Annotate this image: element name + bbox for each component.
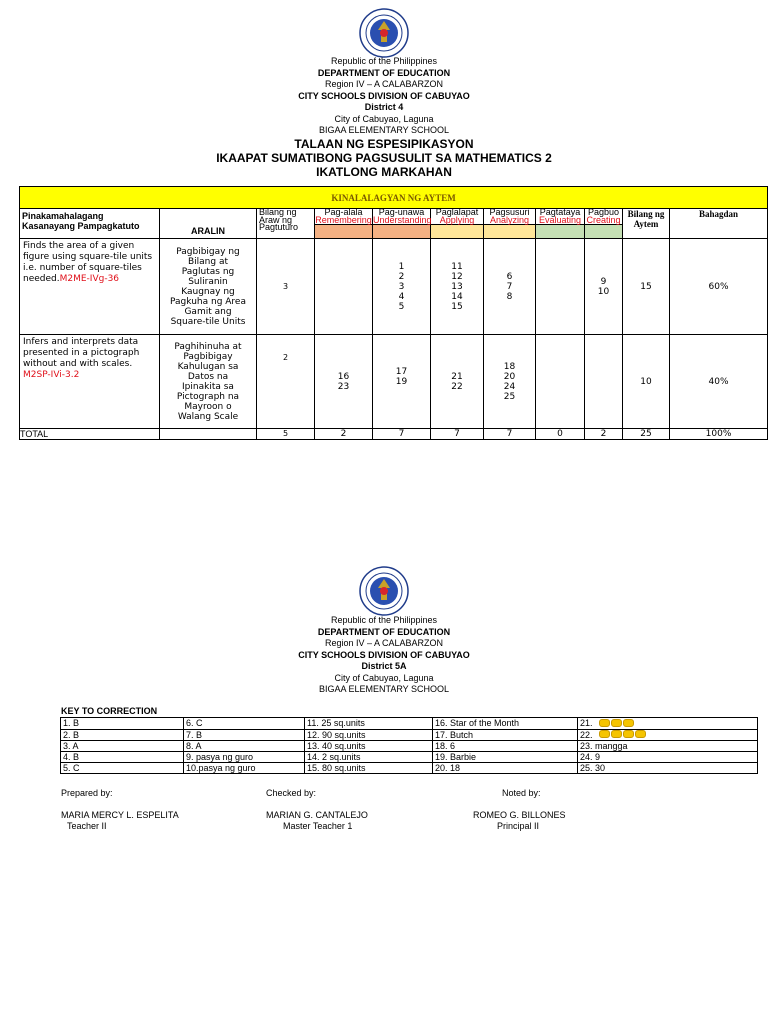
prepared-by-title: Teacher II (67, 821, 107, 831)
table-row (61, 763, 758, 774)
items-cell: 10 (623, 335, 670, 429)
total-percent: 100% (670, 429, 768, 440)
key-cell-22: 22. (578, 729, 758, 741)
key-cell: 6. C (184, 718, 305, 730)
total-analyzing: 7 (484, 429, 536, 440)
key-cell: 14. 2 sq.units (305, 752, 433, 763)
noted-by-label: Noted by: (502, 788, 541, 798)
key-cell: 8. A (184, 741, 305, 752)
key-cell-21: 21. (578, 718, 758, 730)
key-cell: 15. 80 sq.units (305, 763, 433, 774)
checked-by-name: MARIAN G. CANTALEJO (266, 810, 368, 820)
band-evaluating (536, 225, 585, 239)
band-applying (431, 225, 484, 239)
key-cell: 19. Barbie (433, 752, 578, 763)
total-evaluating: 0 (536, 429, 585, 440)
division-text: CITY SCHOOLS DIVISION OF CABUYAO (298, 649, 470, 660)
total-remembering: 2 (315, 429, 373, 440)
level-analyzing: Pagsusuri Analyzing (484, 209, 536, 225)
creating-cell: 9 10 (585, 239, 623, 335)
doc-title: TALAAN NG ESPESIPIKASYON (294, 136, 474, 151)
level-evaluating: Pagtataya Evaluating (536, 209, 585, 225)
evaluating-cell (536, 239, 585, 335)
key-cell: 25. 30 (578, 763, 758, 774)
school-text: BIGAA ELEMENTARY SCHOOL (318, 125, 450, 135)
competency-header: Pinakamahalagang Kasanayang Pampagkatuto (20, 209, 160, 239)
level-creating: Pagbuo Creating (586, 207, 621, 225)
checked-by-title: Master Teacher 1 (283, 821, 353, 831)
percent-header: Bahagdan (670, 209, 768, 239)
city-text: City of Cabuyao, Laguna (334, 672, 434, 683)
table-row (61, 729, 758, 741)
percent-cell: 60% (670, 239, 768, 335)
applying-cell: 11 12 13 14 15 (431, 239, 484, 335)
doc-quarter: IKATLONG MARKAHAN (316, 164, 452, 179)
analyzing-cell: 18 20 24 25 (484, 335, 536, 429)
competency-cell: Infers and interprets data presented in a pictograph without and with scales. M2SP-IVi-3.2 (20, 335, 160, 429)
table-row (61, 752, 758, 763)
region-text: Region IV – A CALABARZON (324, 79, 444, 89)
prepared-by-name: MARIA MERCY L. ESPELITA (61, 810, 179, 820)
key-cell: 16. Star of the Month (433, 718, 578, 730)
days-header: Bilang ng Araw ng Pagtuturo (257, 209, 315, 239)
key-cell: 20. 18 (433, 763, 578, 774)
aralin-cell: Pagbibigay ng Bilang at Paglutas ng Suliranin Kaugnay ng Pagkuha ng Area Gamit ang Square-tile Units (160, 239, 257, 335)
key-to-correction-label: KEY TO CORRECTION (61, 706, 158, 716)
band-creating (585, 225, 623, 239)
key-cell: 18. 6 (433, 741, 578, 752)
total-creating: 2 (585, 429, 623, 440)
pictograph-dots-icon (599, 719, 635, 729)
band-analyzing (484, 225, 536, 239)
city-text: City of Cabuyao, Laguna (334, 113, 434, 124)
answer-key-table (60, 717, 758, 774)
key-cell: 9. pasya ng guro (184, 752, 305, 763)
days-cell: 3 (257, 239, 315, 335)
evaluating-cell (536, 335, 585, 429)
key-cell: 2. B (61, 729, 184, 741)
district-text: District 4 (364, 102, 404, 112)
creating-cell (585, 335, 623, 429)
key-cell: 3. A (61, 741, 184, 752)
level-remembering: Pag-alala Remembering (315, 207, 372, 225)
understanding-cell: 1 2 3 4 5 (373, 239, 431, 335)
understanding-cell: 17 19 (373, 335, 431, 429)
key-cell: 10.pasya ng guro (184, 763, 305, 774)
table-row (61, 741, 758, 752)
band-remembering (315, 225, 373, 239)
table-row (20, 335, 768, 429)
key-cell: 17. Butch (433, 729, 578, 741)
noted-by-title: Principal II (497, 821, 540, 831)
republic-text: Republic of the Philippines (330, 56, 438, 66)
level-applying: Paglalapat Applying (431, 209, 484, 225)
analyzing-cell: 6 7 8 (484, 239, 536, 335)
key-cell: 11. 25 sq.units (305, 718, 433, 730)
table-row (61, 718, 758, 730)
competency-cell: Finds the area of a given figure using square-tile units i.e. number of square-tiles needed.M2ME-IVg-36 (20, 239, 160, 335)
key-cell: 7. B (184, 729, 305, 741)
percent-cell: 40% (670, 335, 768, 429)
total-days: 5 (257, 429, 315, 440)
total-understanding: 7 (373, 429, 431, 440)
deped-seal-logo (359, 8, 409, 58)
remembering-cell (315, 239, 373, 335)
level-understanding: Pag-unawa Understanding (373, 207, 432, 225)
total-label: TOTAL (20, 429, 160, 440)
key-cell: 4. B (61, 752, 184, 763)
total-aralin (160, 429, 257, 440)
division-text: CITY SCHOOLS DIVISION OF CABUYAO (298, 90, 470, 101)
key-cell: 13. 40 sq.units (305, 741, 433, 752)
department-text: DEPARTMENT OF EDUCATION (317, 67, 451, 78)
key-cell: 24. 9 (578, 752, 758, 763)
table-row (20, 239, 768, 335)
total-items: 25 (623, 429, 670, 440)
aralin-cell: Paghihinuha at Pagbibigay Kahulugan sa Datos na Ipinakita sa Pictograph na Mayroon o Walang Scale (160, 335, 257, 429)
prepared-by-label: Prepared by: (61, 788, 113, 798)
total-row (20, 429, 768, 440)
total-applying: 7 (431, 429, 484, 440)
region-text: Region IV – A CALABARZON (324, 638, 444, 648)
specification-table (19, 186, 768, 440)
aralin-header: ARALIN (160, 209, 257, 239)
days-cell: 2 (257, 335, 315, 429)
band-understanding (373, 225, 431, 239)
doc-subtitle: IKAAPAT SUMATIBONG PAGSUSULIT SA MATHEMATICS 2 (216, 150, 552, 165)
school-text: BIGAA ELEMENTARY SCHOOL (318, 684, 450, 694)
key-cell: 5. C (61, 763, 184, 774)
republic-text: Republic of the Philippines (330, 615, 438, 625)
pictograph-dots-icon (599, 730, 647, 740)
deped-seal-logo (359, 566, 409, 616)
key-cell: 1. B (61, 718, 184, 730)
applying-cell: 21 22 (431, 335, 484, 429)
items-cell: 15 (623, 239, 670, 335)
key-cell: 12. 90 sq.units (305, 729, 433, 741)
items-header: Bilang ng Aytem (623, 209, 670, 239)
key-cell: 23. mangga (578, 741, 758, 752)
kinalalagyan-banner: KINALALAGYAN NG AYTEM (20, 187, 768, 209)
checked-by-label: Checked by: (266, 788, 317, 798)
department-text: DEPARTMENT OF EDUCATION (317, 626, 451, 637)
district-text: District 5A (361, 661, 407, 671)
noted-by-name: ROMEO G. BILLONES (473, 810, 566, 820)
remembering-cell: 16 23 (315, 335, 373, 429)
